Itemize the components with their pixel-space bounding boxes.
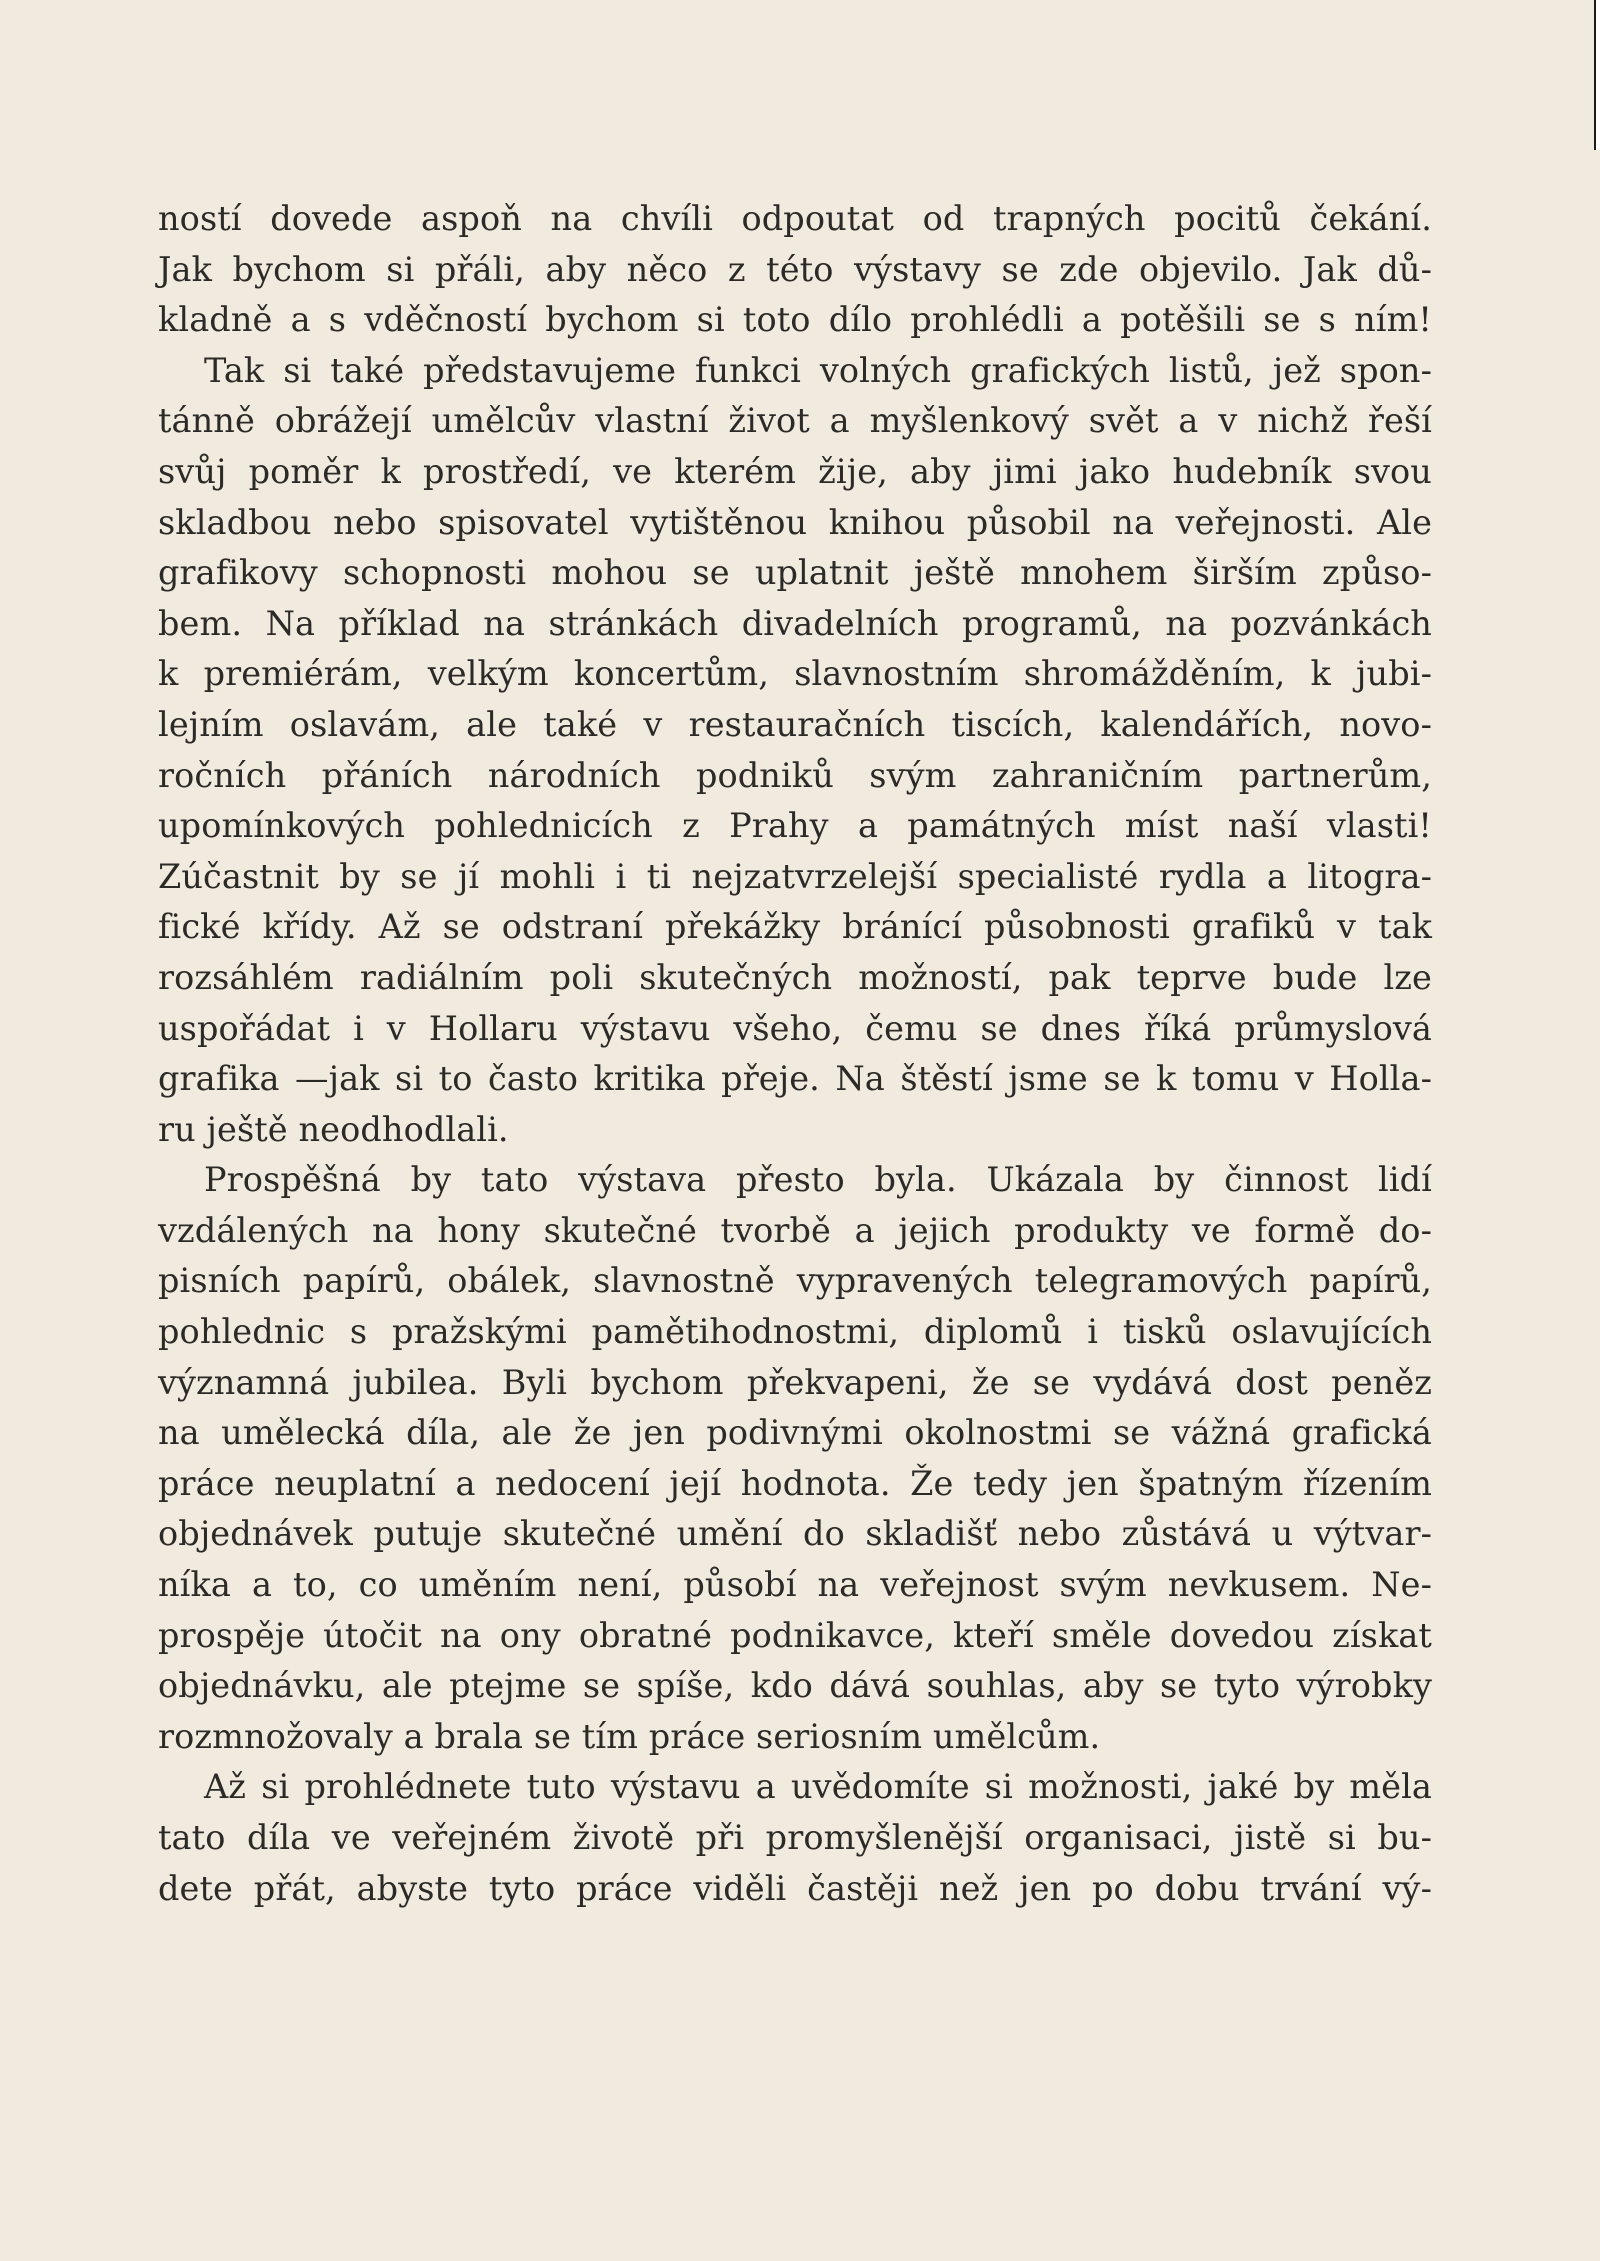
text-line: rozsáhlém radiálním poli skutečných možností, pak teprve bude lze [158,957,1432,997]
text-line: upomínkových pohlednicích z Prahy a památných míst naší vlasti! [158,806,1432,846]
paragraph-end-line: rozmnožovaly a brala se tím práce seriosním umělcům. [158,1716,1101,1756]
text-line: Jak bychom si přáli, aby něco z této výstavy se zde objevilo. Jak dů- [158,249,1432,289]
paragraph-start-line: Tak si také představujeme funkci volných grafických listů, jež spon- [204,350,1432,390]
paragraph-end-line: ru ještě neodhodlali. [158,1109,509,1149]
text-line: významná jubilea. Byli bychom překvapeni, že se vydává dost peněz [158,1362,1432,1402]
text-line: objednávku, ale ptejme se spíše, kdo dává souhlas, aby se tyto výrobky [158,1666,1432,1706]
text-line: bem. Na příklad na stránkách divadelních programů, na pozvánkách [158,603,1432,643]
text-line: vzdálených na hony skutečné tvorbě a jejich produkty ve formě do- [158,1210,1432,1250]
text-line: kladně a s vděčností bychom si toto dílo prohlédli a potěšili se s ním! [158,300,1432,340]
text-line: lejním oslavám, ale také v restauračních tiscích, kalendářích, novo- [158,704,1432,744]
text-line: níka a to, co uměním není, působí na veřejnost svým nevkusem. Ne- [158,1565,1432,1605]
text-line: fické křídy. Až se odstraní překážky bránící působnosti grafiků v tak [158,907,1432,947]
text-line: tato díla ve veřejném životě při promyšlenější organisaci, jistě si bu- [158,1818,1432,1857]
paragraph-start-line: Až si prohlédnete tuto výstavu a uvědomíte si možnosti, jaké by měla [204,1767,1432,1807]
text-line: uspořádat i v Hollaru výstavu všeho, čemu se dnes říká průmyslová [158,1008,1432,1048]
text-line: grafika —jak si to často kritika přeje. Na štěstí jsme se k tomu v Holla- [158,1059,1432,1099]
paragraph-start-line: Prospěšná by tato výstava přesto byla. Ukázala by činnost lidí [204,1160,1432,1200]
text-line: skladbou nebo spisovatel vytištěnou knihou působil na veřejnosti. Ale [158,502,1432,542]
text-line: pisních papírů, obálek, slavnostně vypravených telegramových papírů, [158,1261,1432,1301]
text-line: práce neuplatní a nedocení její hodnota. Že tedy jen špatným řízením [158,1463,1432,1503]
text-line: Zúčastnit by se jí mohli i ti nejzatvrzelejší specialisté rydla a litogra- [158,856,1432,896]
text-line: na umělecká díla, ale že jen podivnými okolnostmi se vážná grafická [158,1413,1432,1453]
text-line: tánně obrážejí umělcův vlastní život a myšlenkový svět a v nichž řeší [158,401,1432,441]
text-line: grafikovy schopnosti mohou se uplatnit ještě mnohem širším způso- [158,553,1432,593]
text-line: k premiérám, velkým koncertům, slavnostním shromážděním, k jubi- [158,654,1432,694]
text-line: objednávek putuje skutečné umění do skladišť nebo zůstává u výtvar- [158,1514,1432,1554]
text-line: ností dovede aspoň na chvíli odpoutat od trapných pocitů čekání. [158,199,1432,238]
text-line: svůj poměr k prostředí, ve kterém žije, aby jimi jako hudebník svou [158,451,1432,491]
page-edge-mark [1594,0,1600,150]
text-line: ročních přáních národních podniků svým zahraničním partnerům, [158,755,1432,795]
text-line: prospěje útočit na ony obratné podnikavce, kteří směle dovedou získat [158,1615,1432,1655]
text-line: dete přát, abyste tyto práce viděli častěji než jen po dobu trvání vý- [158,1868,1432,1908]
body-text [158,194,1432,1914]
text-line: pohlednic s pražskými pamětihodnostmi, diplomů i tisků oslavujících [158,1312,1432,1352]
